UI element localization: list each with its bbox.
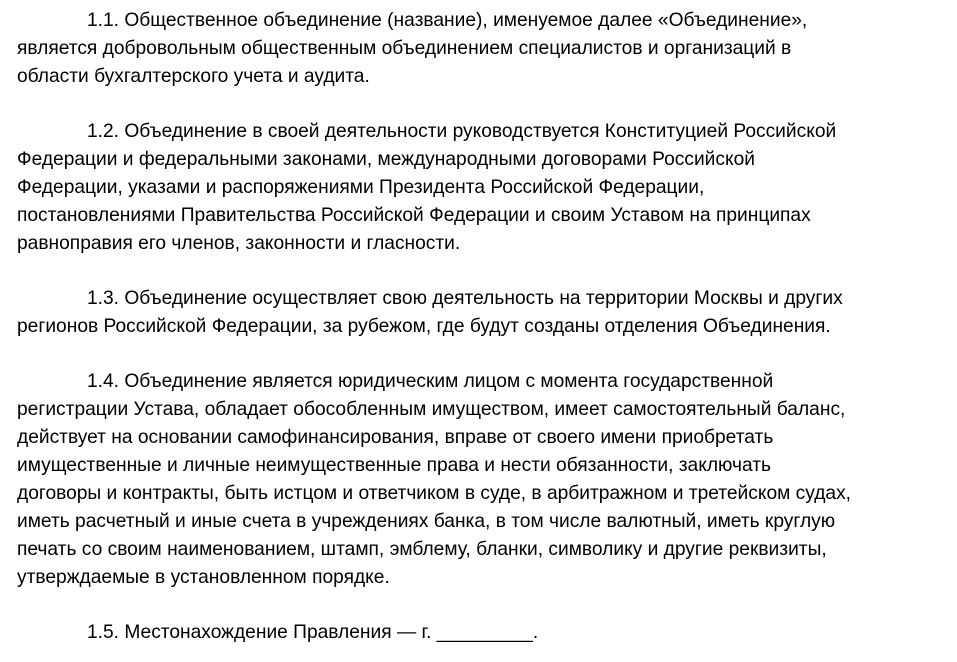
paragraph-line: равноправия его членов, законности и гласности. [17, 233, 461, 254]
paragraph-line: регионов Российской Федерации, за рубежом, где будут созданы отделения Объединения. [17, 316, 831, 337]
paragraph-line: 1.2. Объединение в своей деятельности руководствуется Конституцией Российской [87, 121, 837, 142]
paragraph-line: 1.1. Общественное объединение (название), именуемое далее «Объединение», [87, 10, 808, 31]
paragraph-1-3 [17, 285, 943, 341]
paragraph-line: Федерации, указами и распоряжениями Президента Российской Федерации, [17, 177, 705, 198]
paragraph-line: печать со своим наименованием, штамп, эмблему, бланки, символику и другие реквизиты, [17, 539, 827, 560]
paragraph-1-4 [17, 368, 943, 592]
paragraph-line: утверждаемые в установленном порядке. [17, 567, 390, 588]
paragraph-line: постановлениями Правительства Российской Федерации и своим Уставом на принципах [17, 205, 811, 226]
paragraph-line: 1.3. Объединение осуществляет свою деятельность на территории Москвы и других [87, 288, 843, 309]
paragraph-1-1 [17, 7, 943, 91]
paragraph-line: Федерации и федеральными законами, международными договорами Российской [17, 149, 755, 170]
paragraph-line: 1.5. Местонахождение Правления — г. _________. [87, 622, 539, 643]
paragraph-1-2 [17, 118, 943, 258]
paragraph-line: имущественные и личные неимущественные права и нести обязанности, заключать [17, 455, 772, 476]
paragraph-line: области бухгалтерского учета и аудита. [17, 66, 370, 87]
paragraph-line: 1.4. Объединение является юридическим лицом с момента государственной [87, 371, 774, 392]
paragraph-line: договоры и контракты, быть истцом и ответчиком в суде, в арбитражном и третейском судах, [17, 483, 852, 504]
paragraph-line: иметь расчетный и иные счета в учреждениях банка, в том числе валютный, иметь круглую [17, 511, 836, 532]
paragraph-line: действует на основании самофинансирования, вправе от своего имени приобретать [17, 427, 774, 448]
paragraph-line: является добровольным общественным объединением специалистов и организаций в [17, 38, 792, 59]
paragraph-line: регистрации Устава, обладает обособленным имуществом, имеет самостоятельный баланс, [17, 399, 846, 420]
paragraph-1-5 [17, 619, 943, 647]
